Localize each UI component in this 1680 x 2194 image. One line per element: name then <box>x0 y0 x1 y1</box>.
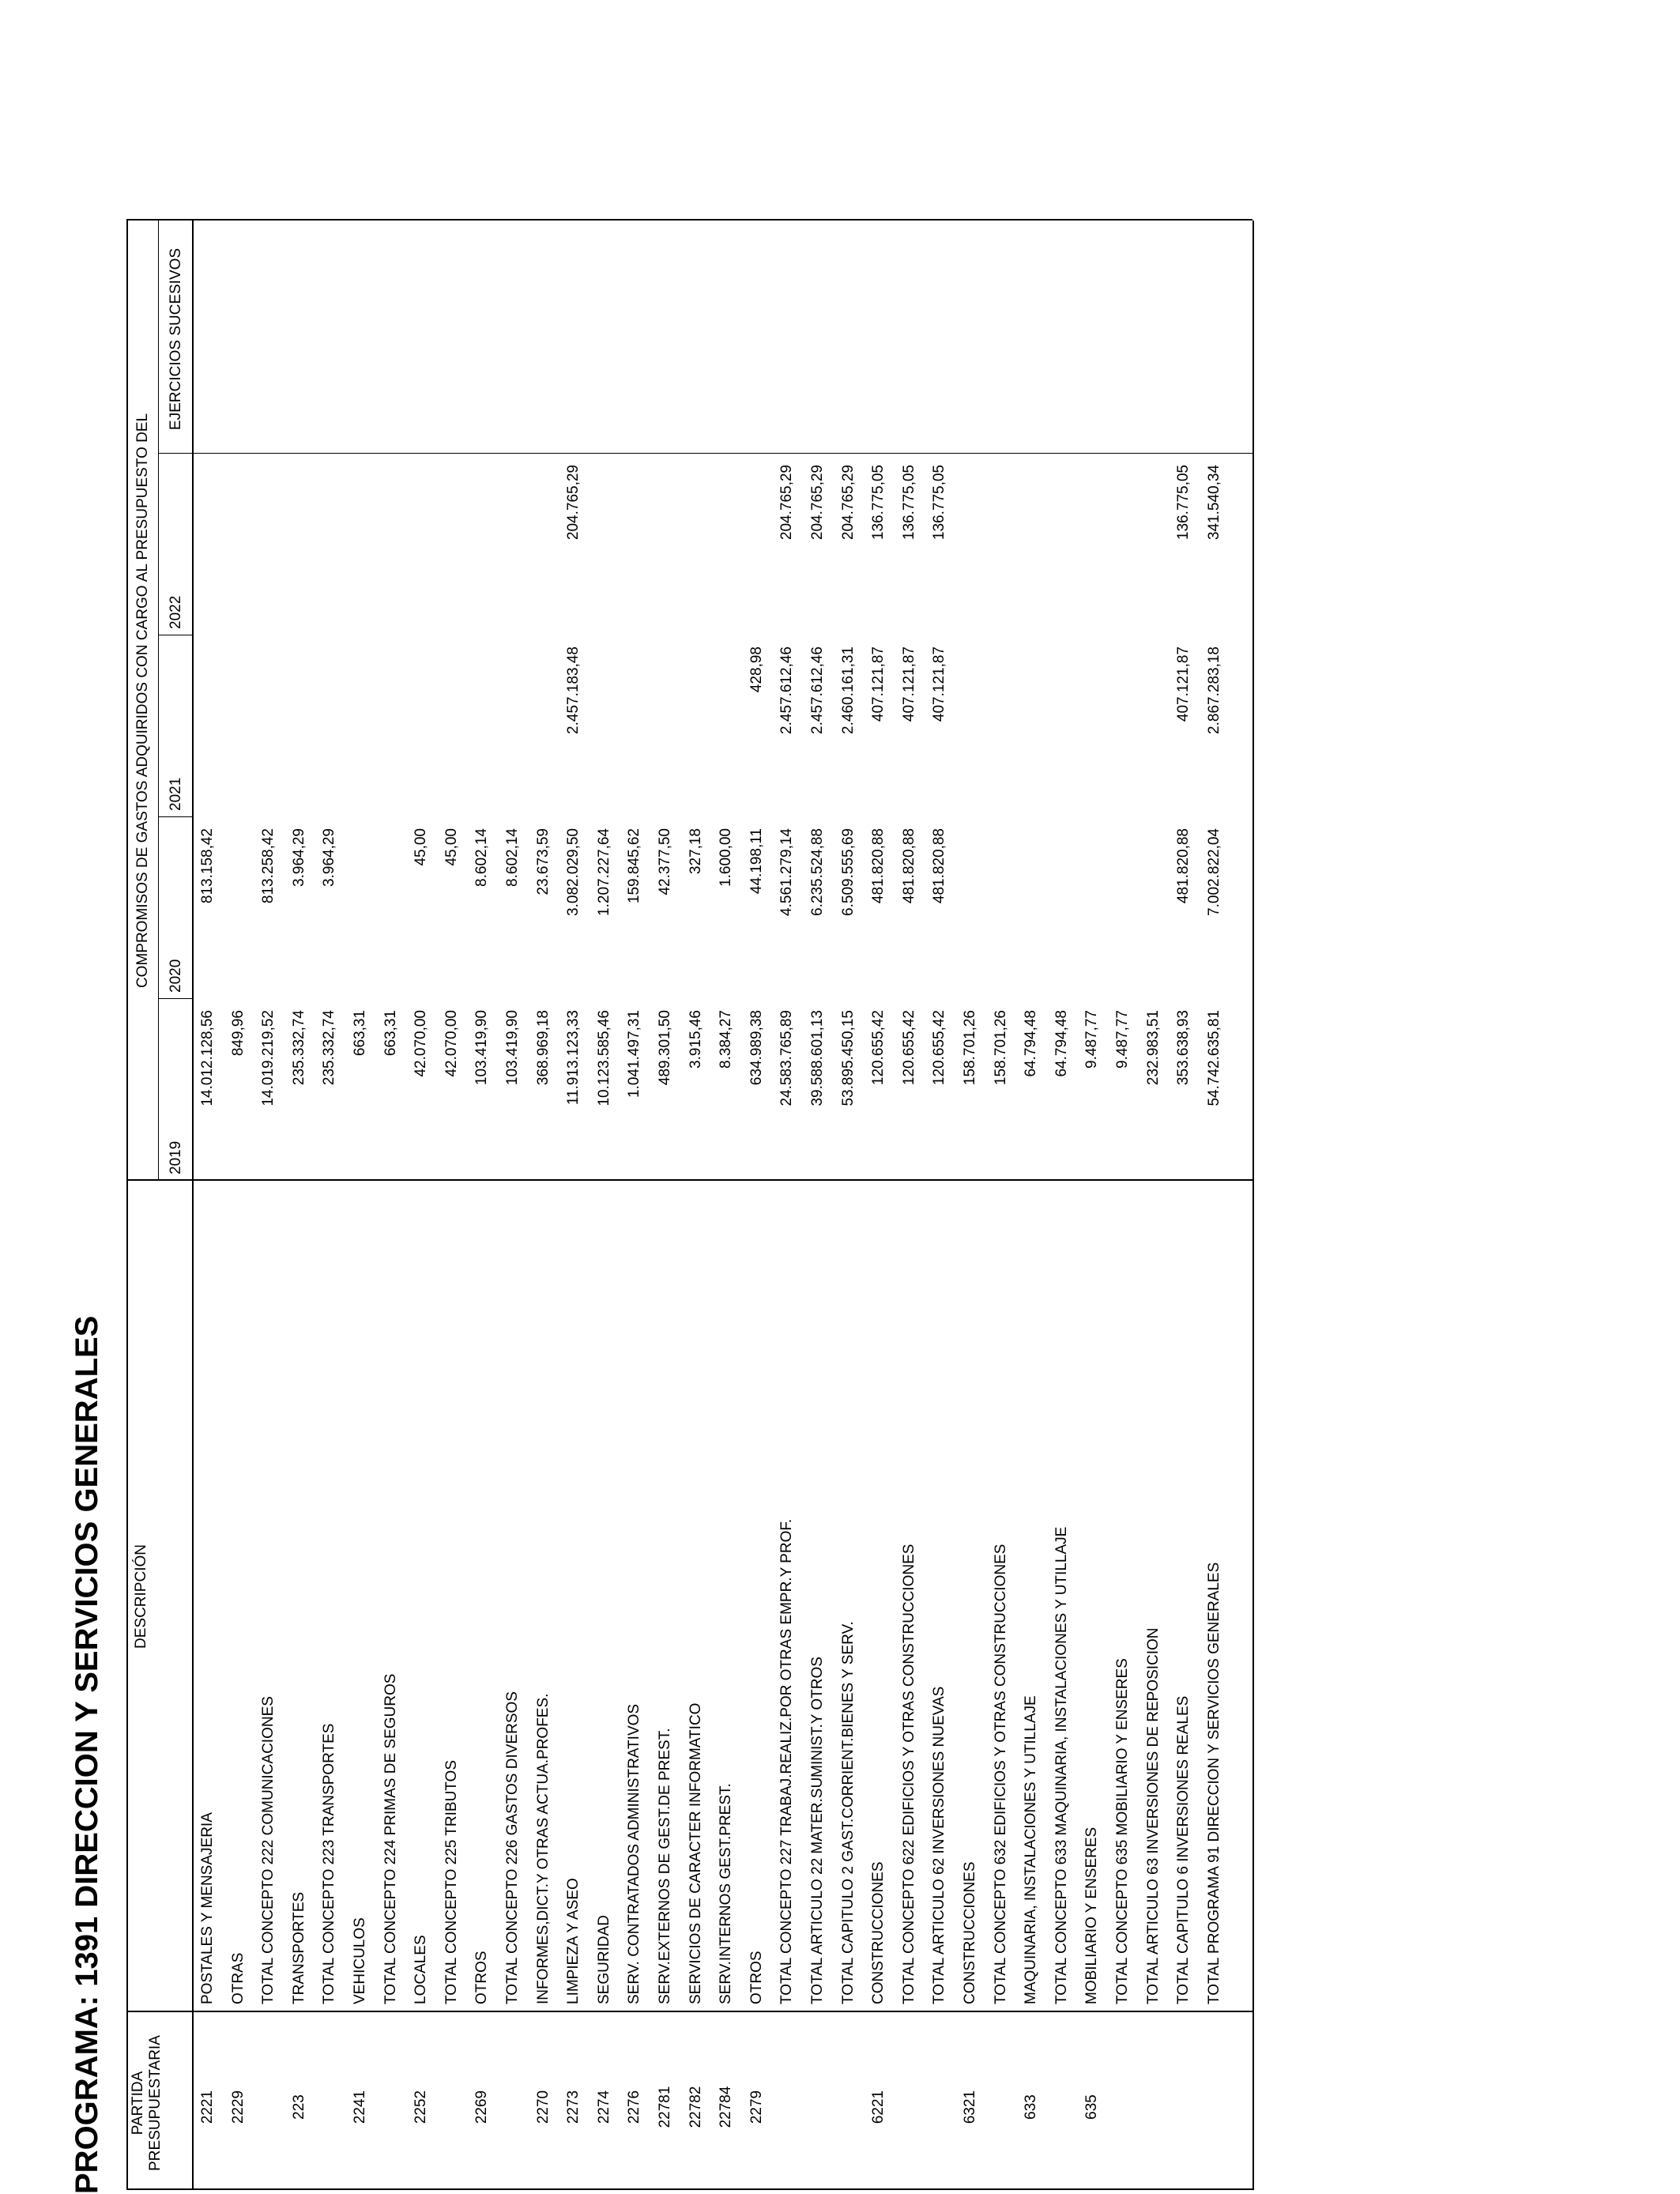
row-value-2020: 3.964,29 <box>321 828 338 887</box>
row-value-2020: 3.964,29 <box>290 828 307 887</box>
col-sep-sucesivos <box>158 453 1252 454</box>
row-descripcion: TOTAL PROGRAMA 91 DIRECCION Y SERVICIOS GENERALES <box>1205 1562 1222 2004</box>
row-value-2021: 2.457.612,46 <box>778 647 796 734</box>
header-sucesivos: EJERCICIOS SUCESIVOS <box>168 247 184 431</box>
row-value-2019: 42.070,00 <box>443 1010 460 1077</box>
header-compromisos: COMPROMISOS DE GASTOS ADQUIRIDOS CON CARGO AL PRESUPUESTO DEL <box>134 413 151 989</box>
row-value-2019: 663,31 <box>352 1010 368 1057</box>
row-partida: 22782 <box>687 2086 704 2128</box>
row-partida: 2279 <box>748 2090 765 2124</box>
row-value-2020: 8.602,14 <box>504 828 521 887</box>
row-value-2019: 158.701,26 <box>992 1010 1009 1086</box>
row-value-2020: 6.235.524,88 <box>809 828 826 916</box>
header-descripcion: DESCRIPCIÓN <box>133 1544 149 1649</box>
table-border-top <box>126 221 128 2190</box>
row-value-2019: 53.895.450,15 <box>839 1010 857 1106</box>
row-value-2020: 481.820,88 <box>870 828 887 904</box>
row-descripcion: SEGURIDAD <box>595 1915 612 2004</box>
row-descripcion: VEHICULOS <box>352 1917 368 2004</box>
row-value-2020: 45,00 <box>443 828 460 866</box>
row-value-2019: 54.742.635,81 <box>1205 1010 1222 1106</box>
row-partida: 2229 <box>229 2090 247 2124</box>
row-value-2020: 1.600,00 <box>718 828 735 887</box>
row-value-2020: 23.673,59 <box>534 828 552 895</box>
row-descripcion: TOTAL CONCEPTO 224 PRIMAS DE SEGUROS <box>382 1673 399 2004</box>
row-descripcion: MAQUINARIA, INSTALACIONES Y UTILLAJE <box>1023 1695 1040 2004</box>
row-value-2020: 1.207.227,64 <box>595 828 612 916</box>
row-partida: 223 <box>290 2094 307 2120</box>
row-value-2020: 45,00 <box>412 828 430 866</box>
row-value-2019: 120.655,42 <box>870 1010 887 1086</box>
row-value-2021: 428,98 <box>748 647 765 693</box>
row-value-2019: 8.384,27 <box>718 1010 735 1069</box>
row-value-2022: 341.540,34 <box>1205 465 1222 541</box>
row-descripcion: TOTAL CONCEPTO 225 TRIBUTOS <box>443 1759 460 2004</box>
row-partida: 2276 <box>626 2090 643 2124</box>
row-value-2021: 2.457.183,48 <box>565 647 582 734</box>
header-year-2021: 2021 <box>168 777 184 811</box>
row-descripcion: TOTAL CONCEPTO 635 MOBILIARIO Y ENSERES <box>1114 1658 1131 2004</box>
row-partida: 635 <box>1083 2094 1101 2120</box>
row-descripcion: OTRAS <box>229 1952 247 2004</box>
row-value-2022: 136.775,05 <box>900 465 917 541</box>
row-descripcion: TOTAL CONCEPTO 227 TRABAJ.REALIZ.POR OTRAS EMPR.Y PROF. <box>778 1518 796 2004</box>
header-year-2019: 2019 <box>168 1140 184 1174</box>
row-value-2020: 6.509.555,69 <box>839 828 857 916</box>
row-value-2019: 120.655,42 <box>900 1010 917 1086</box>
row-value-2021: 407.121,87 <box>931 647 948 722</box>
row-value-2020: 42.377,50 <box>657 828 673 895</box>
row-value-2020: 8.602,14 <box>473 828 491 887</box>
col-sep-year <box>158 816 192 817</box>
row-value-2019: 1.041.497,31 <box>626 1010 643 1098</box>
row-value-2022: 136.775,05 <box>1175 465 1192 541</box>
row-value-2020: 159.845,62 <box>626 828 643 904</box>
row-value-2020: 481.820,88 <box>931 828 948 904</box>
row-descripcion: LOCALES <box>412 1935 430 2004</box>
row-descripcion: MOBILIARIO Y ENSERES <box>1083 1826 1101 2004</box>
row-partida: 6221 <box>870 2090 887 2124</box>
row-descripcion: CONSTRUCCIONES <box>870 1861 887 2004</box>
row-value-2021: 2.867.283,18 <box>1205 647 1222 734</box>
row-descripcion: TOTAL ARTICULO 63 INVERSIONES DE REPOSICION <box>1144 1627 1162 2004</box>
row-value-2019: 103.419,90 <box>504 1010 521 1086</box>
row-partida: 22784 <box>718 2086 735 2128</box>
row-value-2020: 4.561.279,14 <box>778 828 796 916</box>
row-value-2019: 11.913.123,33 <box>565 1010 582 1106</box>
row-partida: 2270 <box>534 2090 552 2124</box>
row-value-2022: 204.765,29 <box>778 465 796 541</box>
row-descripcion: LIMPIEZA Y ASEO <box>565 1878 582 2004</box>
row-value-2020: 44.198,11 <box>748 828 765 895</box>
row-descripcion: TOTAL CONCEPTO 222 COMUNICACIONES <box>260 1696 277 2004</box>
row-descripcion: OTROS <box>748 1951 765 2004</box>
row-descripcion: TOTAL CONCEPTO 226 GASTOS DIVERSOS <box>504 1691 521 2004</box>
row-value-2020: 3.082.029,50 <box>565 828 582 916</box>
header-bottom-rule <box>192 221 194 2190</box>
row-partida: 2221 <box>199 2090 216 2124</box>
row-value-2020: 481.820,88 <box>1175 828 1192 904</box>
row-value-2019: 64.794,48 <box>1023 1010 1040 1077</box>
row-value-2019: 14.019.219,52 <box>260 1010 277 1106</box>
row-value-2019: 42.070,00 <box>412 1010 430 1077</box>
row-value-2019: 120.655,42 <box>931 1010 948 1086</box>
header-year-2022: 2022 <box>168 595 184 629</box>
row-value-2021: 2.460.161,31 <box>839 647 857 734</box>
row-partida: 2252 <box>412 2090 430 2124</box>
row-value-2021: 407.121,87 <box>870 647 887 722</box>
row-value-2019: 663,31 <box>382 1010 399 1057</box>
row-value-2020: 327,18 <box>687 828 704 875</box>
row-value-2019: 39.588.601,13 <box>809 1010 826 1106</box>
row-value-2019: 235.332,74 <box>290 1010 307 1086</box>
row-value-2019: 158.701,26 <box>962 1010 978 1086</box>
row-partida: 2269 <box>473 2090 491 2124</box>
row-descripcion: CONSTRUCCIONES <box>962 1861 978 2004</box>
row-value-2019: 64.794,48 <box>1053 1010 1070 1077</box>
table-border-left <box>126 2188 1252 2190</box>
row-value-2019: 235.332,74 <box>321 1010 338 1086</box>
row-value-2021: 2.457.612,46 <box>809 647 826 734</box>
col-sep-year <box>158 998 192 999</box>
row-value-2020: 813.158,42 <box>199 828 216 904</box>
row-value-2019: 9.487,77 <box>1083 1010 1101 1069</box>
row-descripcion: SERV.INTERNOS GEST.PREST. <box>718 1783 735 2004</box>
header-partida-line2: PRESUPUESTARIA <box>147 2035 164 2171</box>
table-border-right <box>126 219 1252 221</box>
row-partida: 2273 <box>565 2090 582 2124</box>
row-descripcion: OTROS <box>473 1951 491 2004</box>
row-descripcion: TOTAL CONCEPTO 223 TRANSPORTES <box>321 1723 338 2004</box>
row-value-2020: 481.820,88 <box>900 828 917 904</box>
col-sep-partida <box>126 2011 1252 2012</box>
row-partida: 22781 <box>657 2086 673 2128</box>
row-descripcion: TOTAL CAPITULO 6 INVERSIONES REALES <box>1175 1695 1192 2004</box>
row-descripcion: POSTALES Y MENSAJERIA <box>199 1812 216 2004</box>
row-descripcion: TOTAL CONCEPTO 633 MAQUINARIA, INSTALACIONES Y UTILLAJE <box>1053 1526 1070 2004</box>
row-value-2019: 3.915,46 <box>687 1010 704 1069</box>
row-value-2022: 136.775,05 <box>870 465 887 541</box>
page-title: PROGRAMA: 1391 DIRECCION Y SERVICIOS GENERALES <box>70 1315 104 2194</box>
row-descripcion: INFORMES,DICT.Y OTRAS ACTUA.PROFES. <box>534 1693 552 2004</box>
header-partida-line1: PARTIDA <box>130 2071 146 2136</box>
row-descripcion: SERV.EXTERNOS DE GEST.DE PREST. <box>657 1728 673 2004</box>
row-value-2022: 204.765,29 <box>565 465 582 541</box>
row-value-2022: 136.775,05 <box>931 465 948 541</box>
row-value-2019: 353.638,93 <box>1175 1010 1192 1086</box>
row-descripcion: TOTAL ARTICULO 62 INVERSIONES NUEVAS <box>931 1686 948 2004</box>
row-value-2019: 24.583.765,89 <box>778 1010 796 1106</box>
row-partida: 6321 <box>962 2090 978 2124</box>
row-descripcion: SERVICIOS DE CARACTER INFORMATICO <box>687 1702 704 2004</box>
row-partida: 633 <box>1023 2094 1040 2120</box>
subheader-rule <box>158 221 159 1181</box>
row-value-2021: 407.121,87 <box>900 647 917 722</box>
row-descripcion: TRANSPORTES <box>290 1891 307 2004</box>
row-descripcion: TOTAL CONCEPTO 622 EDIFICIOS Y OTRAS CONSTRUCCIONES <box>900 1544 917 2004</box>
row-descripcion: SERV. CONTRATADOS ADMINISTRATIVOS <box>626 1703 643 2004</box>
row-partida: 2274 <box>595 2090 612 2124</box>
row-value-2019: 489.301,50 <box>657 1010 673 1086</box>
row-value-2019: 232.983,51 <box>1144 1010 1162 1086</box>
row-descripcion: TOTAL ARTICULO 22 MATER.SUMINIST.Y OTROS <box>809 1657 826 2004</box>
row-descripcion: TOTAL CAPITULO 2 GAST.CORRIENT.BIENES Y SERV. <box>839 1621 857 2004</box>
header-year-2020: 2020 <box>168 959 184 993</box>
row-value-2020: 7.002.822,04 <box>1205 828 1222 916</box>
row-value-2022: 204.765,29 <box>839 465 857 541</box>
row-value-2019: 849,96 <box>229 1010 247 1057</box>
row-value-2019: 10.123.585,46 <box>595 1010 612 1106</box>
row-descripcion: TOTAL CONCEPTO 632 EDIFICIOS Y OTRAS CONSTRUCCIONES <box>992 1544 1009 2004</box>
row-value-2019: 103.419,90 <box>473 1010 491 1086</box>
row-value-2019: 634.989,38 <box>748 1010 765 1086</box>
row-value-2019: 9.487,77 <box>1114 1010 1131 1069</box>
row-value-2021: 407.121,87 <box>1175 647 1192 722</box>
row-value-2020: 813.258,42 <box>260 828 277 904</box>
row-value-2022: 204.765,29 <box>809 465 826 541</box>
row-value-2019: 14.012.128,56 <box>199 1010 216 1106</box>
table-border-bottom <box>1252 221 1254 2190</box>
row-value-2019: 368.969,18 <box>534 1010 552 1086</box>
row-partida: 2241 <box>352 2090 368 2124</box>
